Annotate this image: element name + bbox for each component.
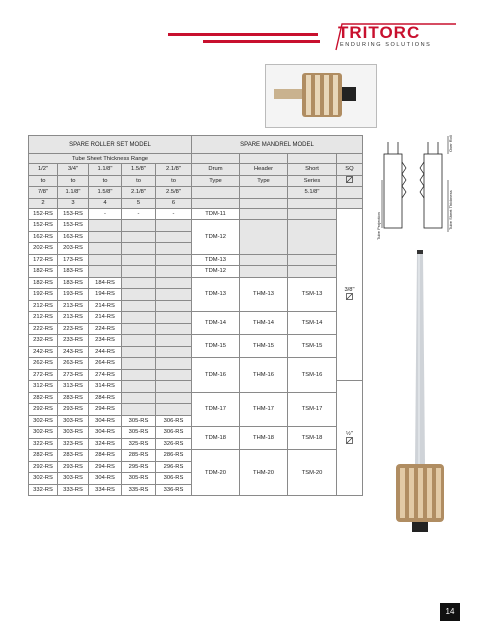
drum-mandrel-cell: TDM-18 — [192, 427, 240, 450]
empty-cell — [89, 231, 122, 243]
roller-set-cell: 302-RS — [29, 415, 58, 427]
range-start: 1/2" — [29, 164, 58, 176]
range-to: to — [58, 175, 89, 187]
empty-cell — [156, 300, 192, 312]
empty-cell — [156, 358, 192, 370]
range-start: 3/4" — [58, 164, 89, 176]
empty-cell — [288, 208, 337, 220]
short-mandrel-cell: TSM-17 — [288, 392, 337, 427]
empty-cell — [89, 266, 122, 278]
brand-tagline: ENDURING SOLUTIONS — [340, 42, 432, 48]
header-type-header: Header — [240, 164, 288, 176]
range-to: to — [89, 175, 122, 187]
short-mandrel-cell: TSM-14 — [288, 312, 337, 335]
roller-set-cell: 332-RS — [29, 484, 58, 496]
header-mandrel-cell: THM-16 — [240, 358, 288, 393]
roller-set-cell: 192-RS — [29, 289, 58, 301]
roller-set-cell: 334-RS — [89, 484, 122, 496]
sq-size-cell — [337, 381, 363, 496]
roller-set-cell: 323-RS — [58, 438, 89, 450]
sq-header: SQ — [337, 164, 363, 176]
range-end: 2.5/8" — [156, 187, 192, 199]
empty-cell — [122, 335, 156, 347]
roller-set-cell: 214-RS — [89, 312, 122, 324]
range-start: 2.1/8" — [156, 164, 192, 176]
header-mandrel-cell: THM-13 — [240, 277, 288, 312]
empty-cell — [89, 220, 122, 232]
roller-set-cell: 296-RS — [156, 461, 192, 473]
tube-cross-section-diagram — [376, 132, 462, 242]
roller-set-cell: 182-RS — [29, 266, 58, 278]
roller-set-cell: 306-RS — [156, 427, 192, 439]
roller-set-cell: 303-RS — [58, 415, 89, 427]
empty-cell — [122, 266, 156, 278]
drum-mandrel-cell: TDM-17 — [192, 392, 240, 427]
roller-set-cell: 263-RS — [58, 358, 89, 370]
empty-cell — [156, 369, 192, 381]
empty-cell — [288, 254, 337, 266]
empty-cell — [122, 231, 156, 243]
empty-cell — [156, 254, 192, 266]
roller-set-cell: 324-RS — [89, 438, 122, 450]
roller-set-cell: 284-RS — [89, 392, 122, 404]
empty-cell — [122, 277, 156, 289]
roller-set-cell: 222-RS — [29, 323, 58, 335]
roller-set-cell: 294-RS — [89, 404, 122, 416]
drum-mandrel-cell: TDM-14 — [192, 312, 240, 335]
roller-set-cell: 306-RS — [156, 473, 192, 485]
roller-set-cell: 194-RS — [89, 289, 122, 301]
roller-set-cell: 314-RS — [89, 381, 122, 393]
empty-cell — [122, 254, 156, 266]
roller-set-cell: 163-RS — [58, 231, 89, 243]
roller-set-cell: 272-RS — [29, 369, 58, 381]
roller-set-cell: 335-RS — [122, 484, 156, 496]
roller-set-cell: 173-RS — [58, 254, 89, 266]
range-to: to — [156, 175, 192, 187]
drum-spacer — [192, 187, 240, 199]
roller-set-cell: 302-RS — [29, 473, 58, 485]
empty-cell — [156, 243, 192, 255]
roller-set-cell: 306-RS — [156, 415, 192, 427]
drum-type-label: Type — [192, 175, 240, 187]
roller-set-cell: 242-RS — [29, 346, 58, 358]
roller-set-cell: 224-RS — [89, 323, 122, 335]
roller-set-cell: 214-RS — [89, 300, 122, 312]
drum-mandrel-cell: TDM-13 — [192, 254, 240, 266]
roller-set-cell: 325-RS — [122, 438, 156, 450]
empty-cell — [288, 220, 337, 255]
sq-spacer — [337, 187, 363, 199]
roller-set-cell: 292-RS — [29, 461, 58, 473]
empty-cell — [122, 404, 156, 416]
roller-set-cell: 244-RS — [89, 346, 122, 358]
header-stripe — [168, 33, 318, 36]
sq-size-label: 3/8" — [344, 286, 355, 293]
roller-set-cell: 212-RS — [29, 312, 58, 324]
empty-cell — [156, 277, 192, 289]
roller-set-cell: 213-RS — [58, 312, 89, 324]
roller-set-cell: 293-RS — [58, 461, 89, 473]
roller-set-cell: 243-RS — [58, 346, 89, 358]
roller-set-cell: 312-RS — [29, 381, 58, 393]
product-photo — [265, 64, 377, 128]
table-row — [29, 277, 363, 289]
empty-cell — [156, 381, 192, 393]
header-mandrel-cell: THM-14 — [240, 312, 288, 335]
label-spacer — [288, 198, 337, 208]
empty-cell — [122, 243, 156, 255]
range-end: 1.5/8" — [89, 187, 122, 199]
range-start: 1.5/8" — [122, 164, 156, 176]
column-number: 6 — [156, 198, 192, 208]
header-spacer — [240, 187, 288, 199]
mandrel-spacer — [337, 154, 363, 164]
spare-parts-table — [28, 135, 363, 496]
table-row — [29, 392, 363, 404]
roller-set-cell: 212-RS — [29, 300, 58, 312]
empty-cell — [156, 312, 192, 324]
roller-set-cell: 283-RS — [58, 392, 89, 404]
roller-set-cell: 162-RS — [29, 231, 58, 243]
column-number: 5 — [122, 198, 156, 208]
header-mandrel-cell: THM-20 — [240, 450, 288, 496]
empty-cell — [156, 392, 192, 404]
empty-cell — [156, 323, 192, 335]
empty-cell — [122, 300, 156, 312]
table-row — [29, 220, 363, 232]
header-type-label: Type — [240, 175, 288, 187]
roller-set-cell: 234-RS — [89, 335, 122, 347]
drum-mandrel-cell: TDM-12 — [192, 266, 240, 278]
empty-cell — [156, 289, 192, 301]
sq-size-cell — [337, 208, 363, 381]
header-stripe — [203, 40, 320, 43]
table-row — [29, 266, 363, 278]
range-start: 1.1/8" — [89, 164, 122, 176]
roller-set-cell: 282-RS — [29, 450, 58, 462]
roller-set-cell: 152-RS — [29, 220, 58, 232]
short-series-label: Series — [288, 175, 337, 187]
roller-set-cell: 304-RS — [89, 473, 122, 485]
roller-set-cell: 213-RS — [58, 300, 89, 312]
empty-cell — [122, 358, 156, 370]
label-spacer — [192, 198, 240, 208]
roller-set-cell: 223-RS — [58, 323, 89, 335]
roller-set-cell: 262-RS — [29, 358, 58, 370]
empty-cell — [240, 208, 288, 220]
roller-set-cell: 284-RS — [89, 450, 122, 462]
square-drive-icon — [346, 293, 353, 300]
square-drive-icon — [346, 437, 353, 444]
empty-cell — [89, 254, 122, 266]
table-row — [29, 358, 363, 370]
empty-cell — [89, 243, 122, 255]
empty-cell — [240, 220, 288, 255]
range-to: to — [29, 175, 58, 187]
short-mandrel-cell: TSM-15 — [288, 335, 337, 358]
short-mandrel-cell: TSM-18 — [288, 427, 337, 450]
roller-set-cell: 233-RS — [58, 335, 89, 347]
roller-set-cell: 303-RS — [58, 473, 89, 485]
roller-set-cell: 264-RS — [89, 358, 122, 370]
sq-spacer — [337, 198, 363, 208]
empty-cell — [288, 266, 337, 278]
empty-cell — [122, 392, 156, 404]
thickness-range-header: Tube Sheet Thickness Range — [29, 154, 192, 164]
table-row — [29, 427, 363, 439]
tube-sheet-thickness-label: Tube Sheet Thickness — [448, 190, 453, 230]
roller-set-cell: 203-RS — [58, 243, 89, 255]
short-series-header: Short — [288, 164, 337, 176]
empty-cell — [122, 381, 156, 393]
column-number: 2 — [29, 198, 58, 208]
roller-set-cell: 302-RS — [29, 427, 58, 439]
roller-set-cell: 184-RS — [89, 277, 122, 289]
short-mandrel-cell: TSM-13 — [288, 277, 337, 312]
roller-set-cell: 153-RS — [58, 220, 89, 232]
roller-set-cell: 274-RS — [89, 369, 122, 381]
empty-cell — [122, 312, 156, 324]
roller-set-cell: 153-RS — [58, 208, 89, 220]
roller-set-cell: 333-RS — [58, 484, 89, 496]
table-row — [29, 208, 363, 220]
roller-set-cell: 305-RS — [122, 473, 156, 485]
roller-set-cell: 305-RS — [122, 415, 156, 427]
square-drive-icon — [346, 176, 353, 183]
roller-set-cell: 304-RS — [89, 427, 122, 439]
mandrel-photo — [388, 250, 454, 532]
range-end: 2.1/8" — [122, 187, 156, 199]
empty-cell — [156, 266, 192, 278]
column-number: 4 — [89, 198, 122, 208]
drum-mandrel-cell: TDM-12 — [192, 220, 240, 255]
roller-set-cell: 172-RS — [29, 254, 58, 266]
roller-set-cell: 326-RS — [156, 438, 192, 450]
roller-set-cell: 202-RS — [29, 243, 58, 255]
empty-cell — [156, 220, 192, 232]
short-mandrel-cell: TSM-16 — [288, 358, 337, 393]
table-row — [29, 254, 363, 266]
roller-set-cell: 285-RS — [122, 450, 156, 462]
roller-set-cell: 322-RS — [29, 438, 58, 450]
range-to: to — [122, 175, 156, 187]
range-end: 7/8" — [29, 187, 58, 199]
roller-set-cell: 183-RS — [58, 277, 89, 289]
roller-set-cell: 286-RS — [156, 450, 192, 462]
roller-set-cell: - — [156, 208, 192, 220]
table-row — [29, 335, 363, 347]
roller-set-cell: 193-RS — [58, 289, 89, 301]
header-mandrel-cell: THM-17 — [240, 392, 288, 427]
sq-symbol — [337, 175, 363, 187]
empty-cell — [156, 231, 192, 243]
roller-set-cell: 152-RS — [29, 208, 58, 220]
roller-set-cell: 305-RS — [122, 427, 156, 439]
drum-header: Drum — [192, 164, 240, 176]
spare-mandrel-model-header: SPARE MANDREL MODEL — [192, 136, 363, 154]
table-row — [29, 450, 363, 462]
header-mandrel-cell: THM-15 — [240, 335, 288, 358]
roller-set-cell: 303-RS — [58, 427, 89, 439]
short-series-length: 5.1/8" — [288, 187, 337, 199]
roller-set-cell: 292-RS — [29, 404, 58, 416]
column-number: 3 — [58, 198, 89, 208]
roller-set-model-header: SPARE ROLLER SET MODEL — [29, 136, 192, 154]
empty-cell — [156, 404, 192, 416]
drum-mandrel-cell: TDM-16 — [192, 358, 240, 393]
roller-set-cell: - — [122, 208, 156, 220]
empty-cell — [240, 254, 288, 266]
header-mandrel-cell: THM-18 — [240, 427, 288, 450]
empty-cell — [156, 335, 192, 347]
roller-set-cell: 295-RS — [122, 461, 156, 473]
mandrel-spacer — [192, 154, 240, 164]
roller-set-cell: 283-RS — [58, 450, 89, 462]
page-number: 14 — [440, 603, 460, 621]
empty-cell — [122, 289, 156, 301]
empty-cell — [122, 369, 156, 381]
roller-set-cell: 294-RS — [89, 461, 122, 473]
roller-set-cell: 183-RS — [58, 266, 89, 278]
range-end: 1.1/8" — [58, 187, 89, 199]
drum-mandrel-cell: TDM-15 — [192, 335, 240, 358]
short-mandrel-cell: TSM-20 — [288, 450, 337, 496]
tube-projection-label: Tube Projection — [376, 212, 381, 240]
table-row — [29, 312, 363, 324]
roller-set-cell: 313-RS — [58, 381, 89, 393]
over-roll-label: Over Roll — [448, 135, 453, 152]
empty-cell — [122, 346, 156, 358]
roller-set-cell: 336-RS — [156, 484, 192, 496]
empty-cell — [156, 346, 192, 358]
sq-size-label: ½" — [346, 430, 353, 437]
label-spacer — [240, 198, 288, 208]
roller-set-cell: 273-RS — [58, 369, 89, 381]
empty-cell — [122, 323, 156, 335]
drum-mandrel-cell: TDM-20 — [192, 450, 240, 496]
roller-set-cell: - — [89, 208, 122, 220]
empty-cell — [240, 266, 288, 278]
roller-set-cell: 293-RS — [58, 404, 89, 416]
roller-set-cell: 182-RS — [29, 277, 58, 289]
mandrel-spacer — [288, 154, 337, 164]
roller-set-cell: 304-RS — [89, 415, 122, 427]
brand-logo: TRITORC — [338, 23, 421, 42]
drum-mandrel-cell: TDM-13 — [192, 277, 240, 312]
roller-set-cell: 282-RS — [29, 392, 58, 404]
mandrel-spacer — [240, 154, 288, 164]
empty-cell — [122, 220, 156, 232]
drum-mandrel-cell: TDM-11 — [192, 208, 240, 220]
roller-set-cell: 232-RS — [29, 335, 58, 347]
